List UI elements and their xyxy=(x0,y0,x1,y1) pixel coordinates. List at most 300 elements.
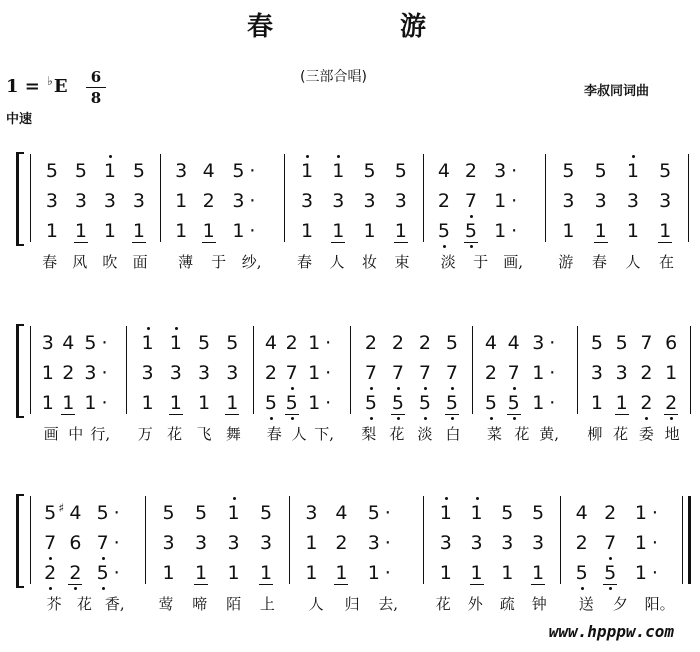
jianpu-note xyxy=(658,190,672,212)
jianpu-note xyxy=(445,332,459,354)
octave-dot-low xyxy=(670,417,673,420)
lyric-char: 万 xyxy=(137,425,153,443)
lyric-char: 于 xyxy=(473,253,489,271)
jianpu-note xyxy=(331,220,345,243)
jianpu-note xyxy=(575,532,589,554)
jianpu-note xyxy=(493,160,507,182)
jianpu-note xyxy=(634,532,648,554)
lyric-char: 黄, xyxy=(539,425,560,443)
note-digit: 3 xyxy=(532,332,545,354)
lyric-char: 花 xyxy=(167,425,183,443)
note-digit: 2 xyxy=(264,362,277,384)
octave-dot-low xyxy=(645,417,648,420)
jianpu-note xyxy=(132,220,146,243)
note-digit: 7 xyxy=(364,362,377,384)
jianpu-note xyxy=(43,532,57,554)
title-char-1: 春 xyxy=(247,12,274,42)
lyric-char: 送 xyxy=(578,595,594,613)
barline xyxy=(289,496,290,584)
jianpu-note xyxy=(331,190,345,212)
note-digit: 5 xyxy=(484,392,497,414)
augmentation-dot: · xyxy=(113,532,120,554)
note-digit: 1 xyxy=(260,562,273,584)
jianpu-note xyxy=(68,562,82,585)
jianpu-note xyxy=(561,160,575,182)
jianpu-note xyxy=(45,220,59,242)
jianpu-note xyxy=(83,392,97,414)
note-digit: 5 xyxy=(195,502,208,524)
jianpu-note xyxy=(531,392,545,414)
note-digit: 5 xyxy=(445,332,458,354)
note-digit: 5 xyxy=(162,502,175,524)
jianpu-note xyxy=(493,220,507,242)
jianpu-note xyxy=(500,562,514,584)
note-digit: 1 xyxy=(634,532,647,554)
system-bracket xyxy=(16,324,24,418)
jianpu-note xyxy=(227,532,241,554)
octave-dot-low xyxy=(102,587,105,590)
final-barline-thin xyxy=(682,496,683,584)
note-digit: 3 xyxy=(195,532,208,554)
website-watermark: www.hpppw.com xyxy=(548,622,674,641)
note-digit: 5 xyxy=(364,392,377,414)
meter-top: 6 xyxy=(90,68,102,86)
note-digit: 3 xyxy=(531,532,545,554)
jianpu-note xyxy=(227,562,241,584)
note-digit: 5 xyxy=(659,160,672,182)
lyric-char: 钟 xyxy=(531,595,547,613)
note-digit: 4 xyxy=(62,332,75,354)
lyric-char: 画 xyxy=(43,425,59,443)
note-digit: 5 xyxy=(232,160,245,182)
jianpu-note xyxy=(103,160,117,182)
note-digit: 4 xyxy=(575,502,588,524)
note-digit: 3 xyxy=(562,190,575,212)
jianpu-note xyxy=(437,220,451,242)
note-digit: 2 xyxy=(640,362,653,384)
note-digit: 1 xyxy=(169,332,182,354)
note-digit: 1 xyxy=(305,562,318,584)
note-digit: 5 xyxy=(96,562,109,584)
jianpu-note xyxy=(300,160,314,182)
jianpu-note xyxy=(439,562,453,584)
jianpu-note xyxy=(300,220,314,242)
jianpu-note xyxy=(61,362,75,384)
note-digit: 1 xyxy=(332,160,345,182)
jianpu-note xyxy=(626,160,640,182)
jianpu-note xyxy=(575,562,589,584)
note-digit: 3 xyxy=(227,532,240,554)
jianpu-note xyxy=(68,532,82,554)
lyric-char: 风 xyxy=(72,253,88,271)
note-digit: 2 xyxy=(437,190,450,212)
jianpu-note xyxy=(634,562,648,584)
note-digit: 3 xyxy=(439,532,452,554)
note-digit: 4 xyxy=(484,332,497,354)
note-digit: 2 xyxy=(62,362,75,384)
jianpu-note xyxy=(259,562,273,585)
note-digit: 7 xyxy=(285,362,298,384)
note-digit: 2 xyxy=(640,392,653,414)
jianpu-note xyxy=(43,502,57,524)
jianpu-note xyxy=(531,502,545,524)
note-digit: 3 xyxy=(141,362,154,384)
note-digit: 7 xyxy=(640,332,653,354)
octave-dot-low xyxy=(609,587,612,590)
jianpu-note xyxy=(634,502,648,524)
note-digit: 5 xyxy=(285,392,298,414)
jianpu-note xyxy=(391,392,405,415)
note-digit: 3 xyxy=(615,362,628,384)
lyric-char: 啼 xyxy=(192,595,208,613)
note-digit: 1 xyxy=(175,220,188,242)
jianpu-note xyxy=(561,190,575,212)
augmentation-dot: · xyxy=(101,332,108,354)
jianpu-note xyxy=(103,220,117,242)
note-digit: 1 xyxy=(41,362,54,384)
note-digit: 1 xyxy=(74,220,87,242)
jianpu-note xyxy=(259,532,273,554)
jianpu-note xyxy=(231,220,245,242)
jianpu-note xyxy=(304,562,318,584)
note-digit: 3 xyxy=(332,190,345,212)
augmentation-dot: · xyxy=(249,160,256,182)
jianpu-note xyxy=(96,532,110,554)
jianpu-note xyxy=(141,332,155,354)
jianpu-note xyxy=(41,362,55,384)
note-digit: 1 xyxy=(439,502,452,524)
note-digit: 1 xyxy=(62,392,75,414)
composer-credit: 李叔同词曲 xyxy=(584,84,650,99)
note-digit: 1 xyxy=(531,562,545,584)
jianpu-note xyxy=(197,332,211,354)
jianpu-note xyxy=(664,362,678,384)
barline xyxy=(472,326,473,414)
lyric-char: 春 xyxy=(296,253,312,271)
jianpu-note xyxy=(507,332,521,354)
lyric-char: 画, xyxy=(503,253,523,271)
note-digit: 1 xyxy=(532,362,545,384)
jianpu-note xyxy=(531,362,545,384)
jianpu-note xyxy=(132,190,146,212)
note-digit: 2 xyxy=(364,332,377,354)
jianpu-note xyxy=(194,562,208,585)
final-barline xyxy=(688,496,691,584)
note-digit: 3 xyxy=(162,532,175,554)
jianpu-note xyxy=(307,392,321,414)
note-digit: 1 xyxy=(494,220,507,242)
lyric-char: 花 xyxy=(514,425,530,443)
note-digit: 5 xyxy=(264,392,277,414)
jianpu-note xyxy=(594,220,608,243)
jianpu-note xyxy=(141,362,155,384)
jianpu-note xyxy=(225,362,239,384)
lyric-char: 上 xyxy=(259,595,275,613)
octave-dot-low xyxy=(102,557,105,560)
jianpu-note xyxy=(225,392,239,415)
lyric-char: 芥 xyxy=(46,595,62,613)
jianpu-note xyxy=(364,392,378,414)
note-digit: 3 xyxy=(45,190,58,212)
barline xyxy=(577,326,578,414)
barline xyxy=(690,326,691,414)
augmentation-dot: · xyxy=(325,362,332,384)
lyric-char: 白 xyxy=(445,425,461,443)
jianpu-note xyxy=(96,502,110,524)
note-digit: 3 xyxy=(74,190,87,212)
augmentation-dot: · xyxy=(113,562,120,584)
lyric-char: 疏 xyxy=(499,595,515,613)
note-digit: 1 xyxy=(300,160,314,182)
barline xyxy=(284,154,285,242)
jianpu-note xyxy=(493,190,507,212)
note-digit: 4 xyxy=(507,332,520,354)
score-system-1 xyxy=(0,150,700,275)
note-digit: 3 xyxy=(232,190,245,212)
note-digit: 5 xyxy=(615,332,628,354)
note-digit: 5 xyxy=(562,160,575,182)
note-digit: 2 xyxy=(418,332,431,354)
note-digit: 3 xyxy=(300,190,314,212)
note-digit: 1 xyxy=(227,502,240,524)
lyric-char: 人 xyxy=(625,253,641,271)
jianpu-note xyxy=(626,220,640,242)
note-digit: 5 xyxy=(260,502,273,524)
lyric-char: 地 xyxy=(664,425,680,443)
octave-dot-low xyxy=(581,587,584,590)
jianpu-note xyxy=(484,392,498,414)
jianpu-note xyxy=(194,532,208,554)
note-digit: 3 xyxy=(175,160,188,182)
note-digit: 3 xyxy=(41,332,54,354)
note-digit: 1 xyxy=(494,190,507,212)
sharp-sign: ♯ xyxy=(58,501,65,515)
note-digit: 1 xyxy=(594,220,607,242)
jianpu-note xyxy=(603,532,617,554)
jianpu-note xyxy=(225,332,239,354)
flat-symbol: ♭ xyxy=(47,74,53,88)
note-digit: 1 xyxy=(470,562,483,584)
barline xyxy=(30,496,31,584)
lyric-char: 去, xyxy=(378,595,399,613)
note-digit: 5 xyxy=(45,160,58,182)
jianpu-note xyxy=(363,190,377,212)
barline xyxy=(423,496,424,584)
jianpu-note xyxy=(231,160,245,182)
augmentation-dot: · xyxy=(384,562,391,584)
barline xyxy=(545,154,546,242)
note-digit: 5 xyxy=(437,220,450,242)
jianpu-note xyxy=(590,392,604,414)
lyric-char: 飞 xyxy=(196,425,212,443)
jianpu-note xyxy=(470,502,484,524)
jianpu-note xyxy=(169,392,183,415)
lyric-char: 春 xyxy=(266,425,282,443)
tempo-marking: 中速 xyxy=(6,112,33,127)
note-digit: 1 xyxy=(198,392,211,414)
note-digit: 5 xyxy=(96,502,109,524)
augmentation-dot: · xyxy=(651,532,658,554)
lyric-char: 游 xyxy=(558,253,574,271)
barline xyxy=(253,326,254,414)
jianpu-note xyxy=(264,392,278,414)
note-digit: 1 xyxy=(308,392,321,414)
augmentation-dot: · xyxy=(511,220,518,242)
barline xyxy=(30,154,31,242)
augmentation-dot: · xyxy=(249,190,256,212)
barline xyxy=(145,496,146,584)
jianpu-note xyxy=(227,502,241,524)
note-digit: 3 xyxy=(394,190,407,212)
octave-dot-low xyxy=(513,387,516,390)
augmentation-dot: · xyxy=(651,502,658,524)
note-digit: 1 xyxy=(132,220,145,242)
jianpu-note xyxy=(626,190,640,212)
note-digit: 1 xyxy=(590,392,603,414)
lyric-char: 香, xyxy=(104,595,125,613)
score-system-3 xyxy=(0,492,700,617)
jianpu-note xyxy=(603,502,617,524)
note-digit: 1 xyxy=(45,220,58,242)
note-digit: 5 xyxy=(198,332,211,354)
note-digit: 7 xyxy=(96,532,109,554)
jianpu-note xyxy=(437,190,451,212)
lyric-char: 归 xyxy=(344,595,360,613)
note-digit: 5 xyxy=(501,502,514,524)
note-digit: 1 xyxy=(332,220,345,242)
jianpu-note xyxy=(41,392,55,414)
jianpu-note xyxy=(367,502,381,524)
lyric-char: 人 xyxy=(308,595,324,613)
note-digit: 3 xyxy=(626,190,640,212)
jianpu-note xyxy=(334,502,348,524)
jianpu-note xyxy=(259,502,273,524)
meter-bottom: 8 xyxy=(90,89,102,107)
barline xyxy=(423,154,424,242)
note-digit: 1 xyxy=(335,562,348,584)
lyric-char: 人 xyxy=(329,253,345,271)
note-digit: 1 xyxy=(103,220,116,242)
note-digit: 1 xyxy=(634,562,647,584)
jianpu-note xyxy=(285,332,299,354)
jianpu-note xyxy=(364,362,378,384)
note-digit: 7 xyxy=(418,362,431,384)
note-digit: 1 xyxy=(394,220,407,242)
note-digit: 1 xyxy=(300,220,314,242)
note-digit: 5 xyxy=(391,392,404,414)
note-digit: 2 xyxy=(44,562,57,584)
note-digit: 5 xyxy=(445,392,458,414)
octave-dot-high xyxy=(632,155,635,158)
note-digit: 3 xyxy=(590,362,603,384)
jianpu-note xyxy=(658,160,672,182)
lyric-char: 下, xyxy=(314,425,334,443)
augmentation-dot: · xyxy=(101,392,108,414)
octave-dot-low xyxy=(370,387,373,390)
note-digit: 4 xyxy=(264,332,277,354)
octave-dot-low xyxy=(609,557,612,560)
augmentation-dot: · xyxy=(651,562,658,584)
note-digit: 3 xyxy=(594,190,607,212)
note-digit: 2 xyxy=(69,562,82,584)
jianpu-note xyxy=(594,160,608,182)
octave-dot-low xyxy=(470,245,473,248)
note-digit: 3 xyxy=(305,502,318,524)
augmentation-dot: · xyxy=(249,220,256,242)
lyric-char: 于 xyxy=(211,253,227,271)
note-digit: 2 xyxy=(484,362,497,384)
jianpu-note xyxy=(639,392,653,414)
note-digit: 3 xyxy=(198,362,211,384)
jianpu-note xyxy=(470,562,484,585)
barline xyxy=(160,154,161,242)
jianpu-note xyxy=(500,502,514,524)
note-digit: 4 xyxy=(437,160,450,182)
note-digit: 1 xyxy=(227,562,240,584)
octave-dot-low xyxy=(270,417,273,420)
note-digit: 3 xyxy=(367,532,380,554)
lyric-char: 柳 xyxy=(587,425,603,443)
jianpu-note xyxy=(367,562,381,584)
jianpu-note xyxy=(590,332,604,354)
lyric-char: 外 xyxy=(467,595,483,613)
jianpu-note xyxy=(197,392,211,414)
jianpu-note xyxy=(364,332,378,354)
lyric-char: 人 xyxy=(291,425,307,443)
lyric-char: 面 xyxy=(132,253,148,271)
note-digit: 3 xyxy=(169,362,182,384)
octave-dot-low xyxy=(451,417,454,420)
note-digit: 5 xyxy=(84,332,97,354)
note-digit: 1 xyxy=(103,160,116,182)
octave-dot-low xyxy=(74,587,77,590)
note-digit: 7 xyxy=(44,532,57,554)
barline xyxy=(30,326,31,414)
note-digit: 5 xyxy=(531,502,545,524)
note-digit: 3 xyxy=(470,532,483,554)
augmentation-dot: · xyxy=(325,332,332,354)
lyric-char: 春 xyxy=(42,253,58,271)
key-signature xyxy=(6,74,68,97)
note-digit: 3 xyxy=(132,190,145,212)
jianpu-note xyxy=(363,220,377,242)
jianpu-note xyxy=(174,160,188,182)
augmentation-dot: · xyxy=(325,392,332,414)
note-digit: 1 xyxy=(501,562,514,584)
octave-dot-high xyxy=(147,327,150,330)
note-digit: 5 xyxy=(464,220,477,242)
jianpu-note xyxy=(162,532,176,554)
jianpu-note xyxy=(391,362,405,384)
note-digit: 7 xyxy=(391,362,404,384)
jianpu-note xyxy=(331,160,345,182)
octave-dot-low xyxy=(451,387,454,390)
jianpu-note xyxy=(394,160,408,182)
jianpu-note xyxy=(500,532,514,554)
jianpu-note xyxy=(45,190,59,212)
lyric-char: 花 xyxy=(76,595,92,613)
note-digit: 4 xyxy=(335,502,348,524)
note-digit: 1 xyxy=(367,562,380,584)
barline xyxy=(560,496,561,584)
lyric-char: 菜 xyxy=(487,425,503,443)
note-digit: 1 xyxy=(659,220,672,242)
augmentation-dot: · xyxy=(113,502,120,524)
jianpu-note xyxy=(174,220,188,242)
note-digit: 1 xyxy=(175,190,188,212)
jianpu-note xyxy=(531,562,545,585)
note-digit: 2 xyxy=(575,532,588,554)
